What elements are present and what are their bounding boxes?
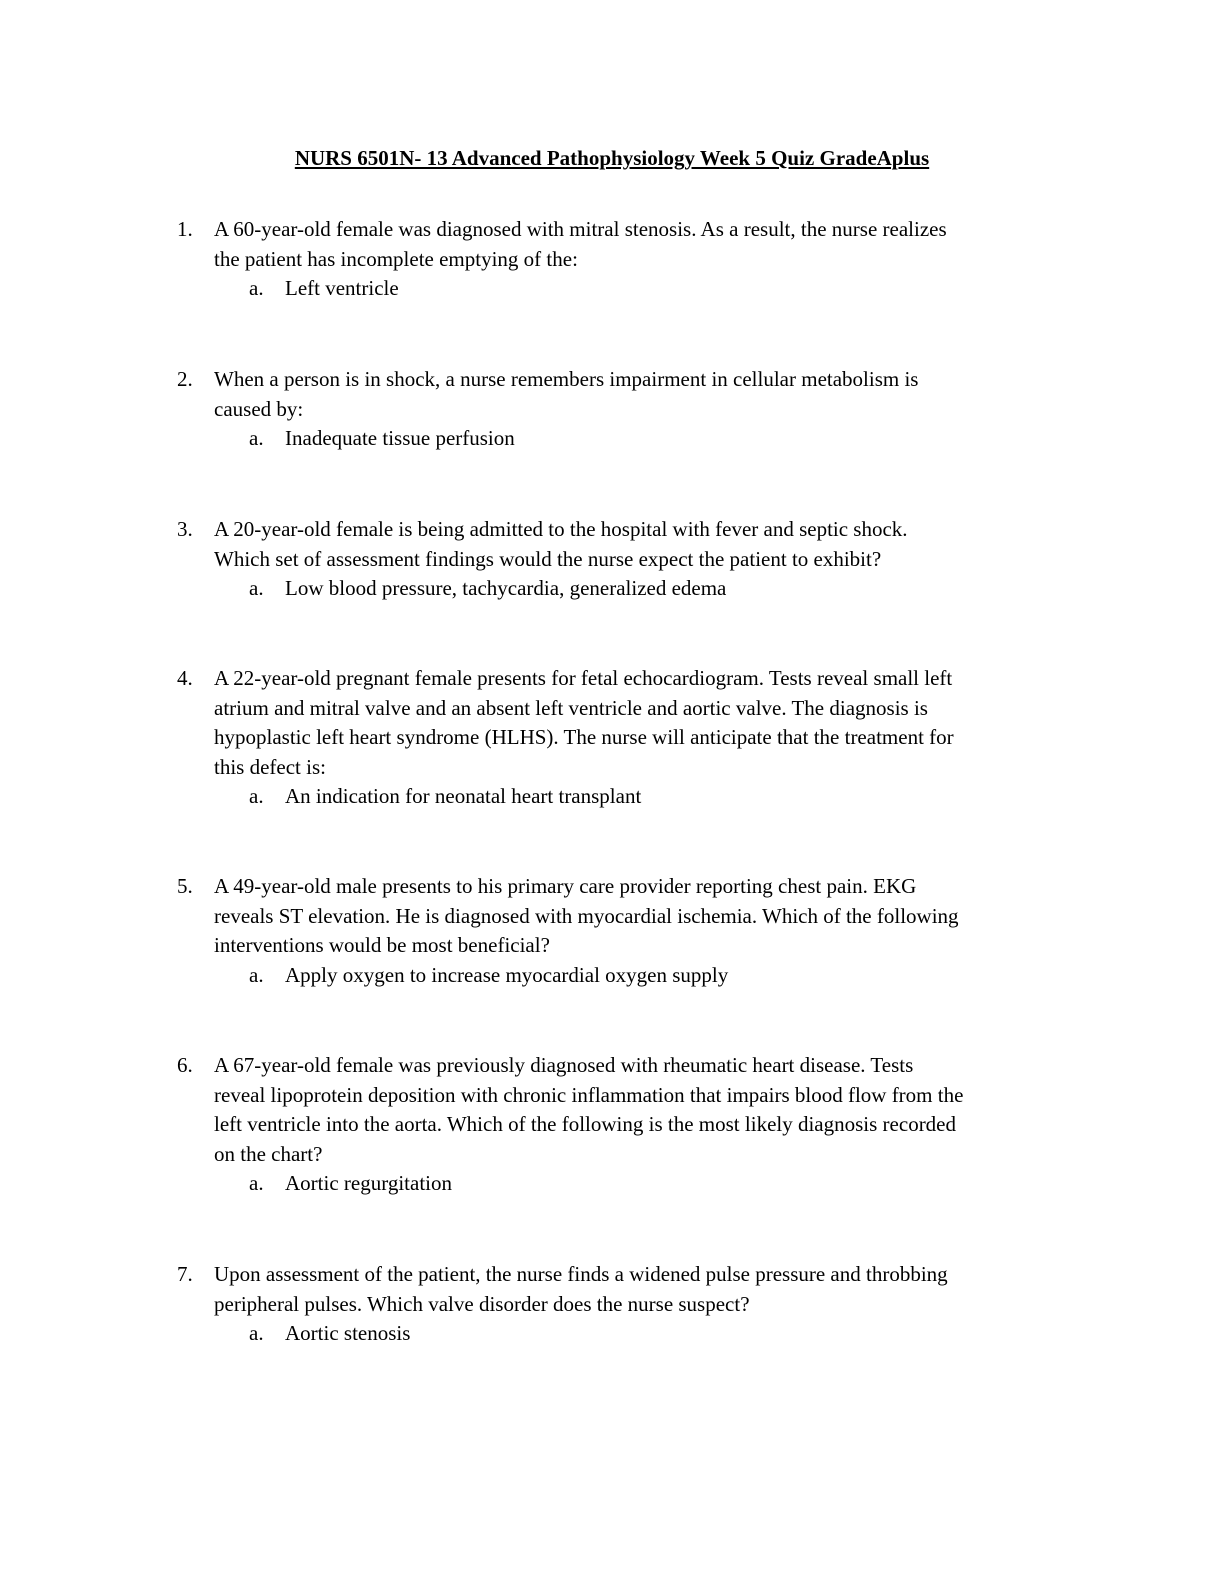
question-number: 3. [177,517,193,541]
question-text: Upon assessment of the patient, the nurse finds a widened pulse pressure and throbbing peripheral pulses. Which valve disorder does the nurse suspect? [214,1262,948,1316]
question-number: 2. [177,367,193,391]
answer-letter: a. [249,276,264,300]
answer-text: Left ventricle [285,276,399,300]
answer-text: Aortic stenosis [285,1321,411,1345]
answer-letter: a. [249,963,264,987]
answer-letter: a. [249,1171,264,1195]
answer-letter: a. [249,784,264,808]
question-number: 6. [177,1053,193,1077]
answer-text: Inadequate tissue perfusion [285,426,515,450]
answer-text: Apply oxygen to increase myocardial oxygen supply [285,963,729,987]
answer-text: Low blood pressure, tachycardia, generalized edema [285,576,727,600]
question-text: A 20-year-old female is being admitted to the hospital with fever and septic shock. Which set of assessment findings would the nurse expect the patient to exhibit? [214,517,908,571]
question-text: A 60-year-old female was diagnosed with mitral stenosis. As a result, the nurse realizes the patient has incomplete emptying of the: [214,217,947,271]
answer-text: An indication for neonatal heart transplant [285,784,642,808]
question-text: A 49-year-old male presents to his primary care provider reporting chest pain. EKG reveals ST elevation. He is diagnosed with myocardial ischemia. Which of the following interventions would be most beneficial? [214,874,959,958]
question-number: 5. [177,874,193,898]
document-title: NURS 6501N- 13 Advanced Pathophysiology Week 5 Quiz GradeAplus [294,146,930,170]
question-text: When a person is in shock, a nurse remembers impairment in cellular metabolism is caused by: [214,367,919,421]
question-text: A 67-year-old female was previously diagnosed with rheumatic heart disease. Tests reveal lipoprotein deposition with chronic inflammation that impairs blood flow from the left ventricle into the aorta. Which of the following is the most likely diagnosis recorded on the chart? [214,1053,964,1166]
question-number: 4. [177,666,193,690]
question-text: A 22-year-old pregnant female presents for fetal echocardiogram. Tests reveal small left atrium and mitral valve and an absent left ventricle and aortic valve. The diagnosis is hypoplastic left heart syndrome (HLHS). The nurse will anticipate that the treatment for this defect is: [214,666,954,779]
answer-letter: a. [249,576,264,600]
answer-text: Aortic regurgitation [285,1171,452,1195]
answer-letter: a. [249,426,264,450]
answer-letter: a. [249,1321,264,1345]
question-number: 1. [177,217,193,241]
question-number: 7. [177,1262,193,1286]
